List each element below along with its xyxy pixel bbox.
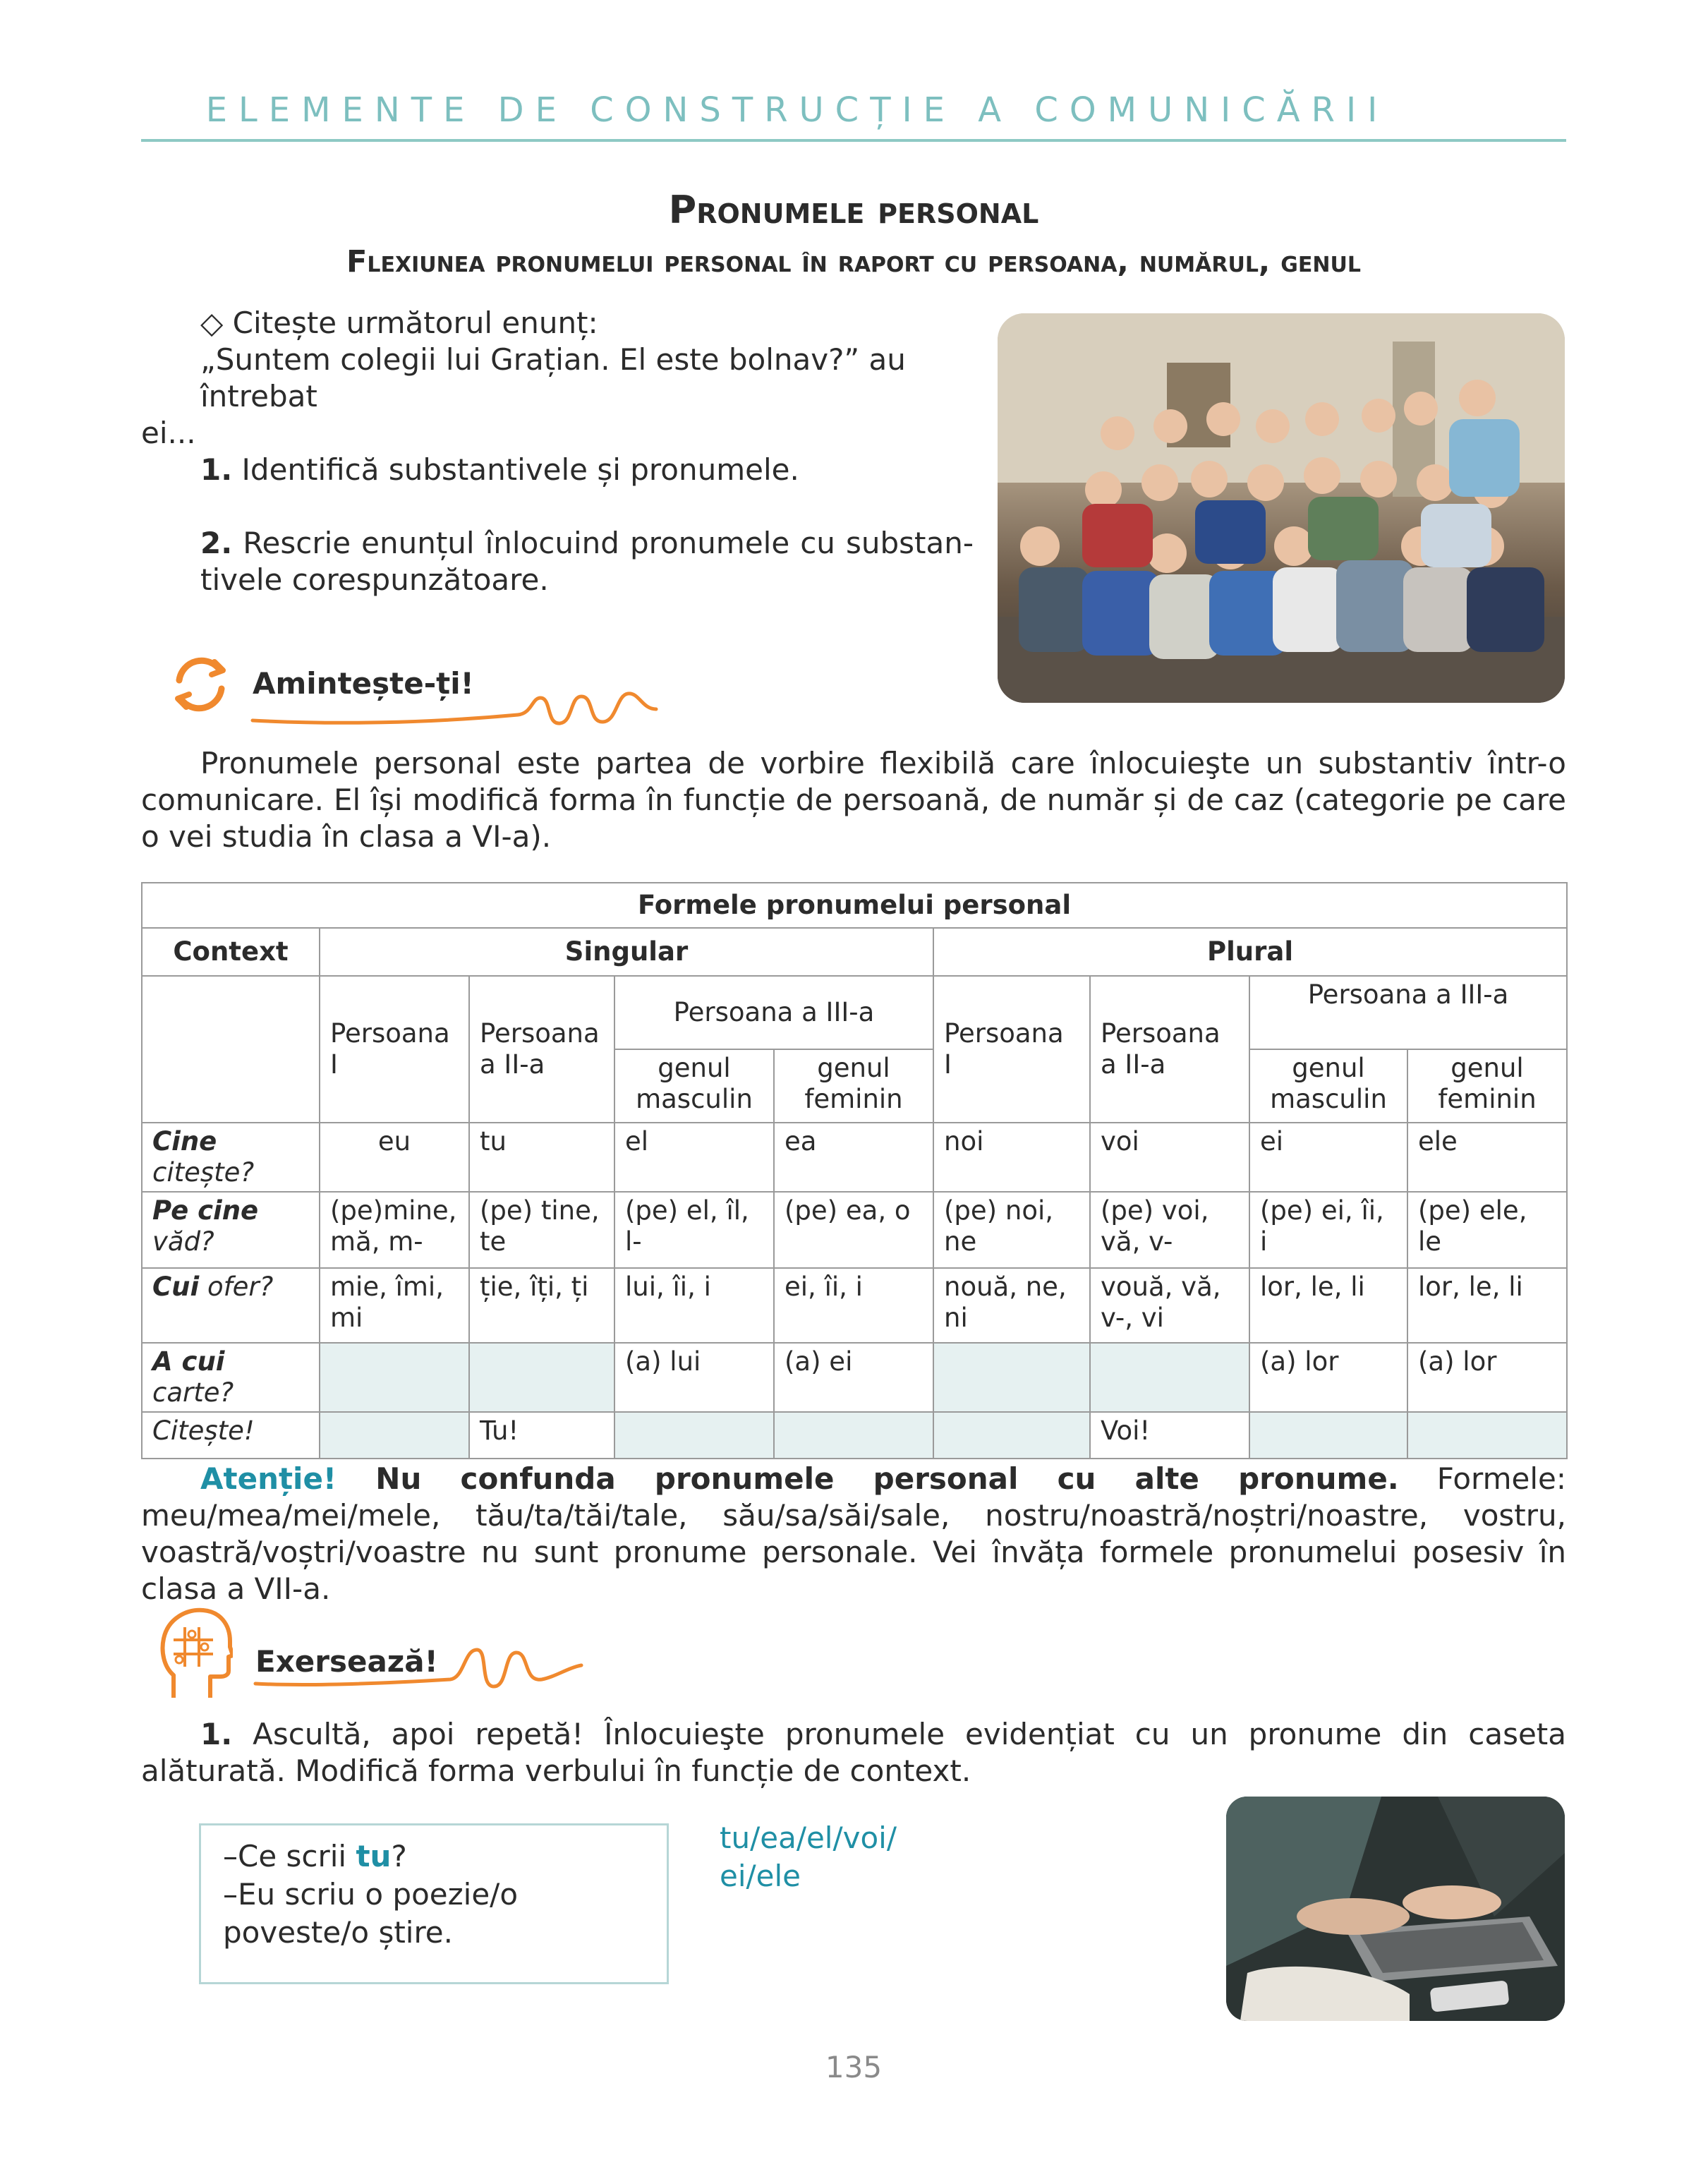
row-question-bold: Pe cine (152, 1195, 259, 1226)
table-cell: Tu! (469, 1412, 614, 1459)
table-cell: el (614, 1123, 774, 1192)
task1-number: 1. (200, 452, 233, 487)
table-cell: (pe) ei, îi, i (1249, 1192, 1407, 1268)
table-cell: (a) lor (1407, 1343, 1567, 1412)
exercise1-body: Ascultă, apoi repetă! Înlocuieşte pronumele evidențiat cu un pronume din caseta alăturată. Modifică forma verbului în funcție de context. (141, 1717, 1566, 1788)
table-cell: ei, îi, i (774, 1268, 933, 1343)
attention-label: Atenție! (200, 1461, 337, 1496)
exercise-underline (253, 1640, 584, 1694)
row-question (142, 1123, 320, 1192)
table-cell: (pe) ele, le (1407, 1192, 1567, 1268)
task1-text: Identifică substantivele și pronumele. (232, 452, 799, 487)
table-cell: (pe) ea, o (774, 1192, 933, 1268)
laptop-photo (1226, 1797, 1565, 2021)
header-context: Context (142, 928, 320, 976)
remember-underline (250, 688, 659, 730)
header-pl-fem: genul feminin (1407, 1049, 1567, 1123)
table-cell (1249, 1412, 1407, 1459)
header-sg-fem: genul feminin (774, 1049, 933, 1123)
remember-text: Pronumele personal este partea de vorbire flexibilă care înlocuieşte un substantiv într-o comunicare. El își modifică forma în funcție de persoană, de număr și de caz (categorie pe care o vei studia în clasa a VI-a). (141, 746, 1566, 854)
table-cell (933, 1412, 1090, 1459)
table-cell: lor, le, li (1407, 1268, 1567, 1343)
intro-task2 (141, 525, 974, 598)
table-row (142, 1268, 1567, 1343)
table-row (142, 1343, 1567, 1412)
dialog-text (223, 1837, 653, 1952)
header-sg-pers2: Persoana a II-a (469, 976, 614, 1123)
header-singular: Singular (320, 928, 933, 976)
header-rule (141, 139, 1566, 142)
exercise-label: Exersează! (255, 1644, 438, 1679)
row-question-rest: carte? (152, 1377, 234, 1408)
highlighted-pronoun: tu (356, 1839, 392, 1873)
table-cell: (a) lor (1249, 1343, 1407, 1412)
page-subtitle: Flexiunea pronumelui personal în raport cu persoana, numărul, genul (346, 244, 1361, 279)
page-title: Pronumele personal (668, 188, 1039, 232)
table-cell: (pe) el, îl, l- (614, 1192, 774, 1268)
dialog-line2: –Eu scriu o poezie/o (223, 1877, 519, 1912)
dialog-line3: poveste/o știre. (223, 1915, 453, 1950)
table-cell: voi (1090, 1123, 1249, 1192)
table-cell: ție, îți, ți (469, 1268, 614, 1343)
header-sg-masc: genul masculin (614, 1049, 774, 1123)
attention-text (141, 1461, 1566, 1607)
table-cell: nouă, ne, ni (933, 1268, 1090, 1343)
header-pl-masc: genul masculin (1249, 1049, 1407, 1123)
puzzle-head-icon (158, 1606, 233, 1702)
task2-number: 2. (200, 526, 233, 560)
table-cell: (pe) tine, te (469, 1192, 614, 1268)
refresh-arrows-icon (165, 649, 236, 720)
table-cell: mie, îmi, mi (320, 1268, 469, 1343)
table-cell: vouă, vă, v-, vi (1090, 1268, 1249, 1343)
class-photo (998, 313, 1565, 703)
row-question (142, 1412, 320, 1459)
table-cell: eu (320, 1123, 469, 1192)
remember-text-block (141, 745, 1566, 855)
header-sg-pers1: Persoana I (320, 976, 469, 1123)
table-cell: (pe) noi, ne (933, 1192, 1090, 1268)
task2-text: Rescrie enunțul înlocuind pronumele cu substantivele corespunzătoare. (200, 526, 974, 597)
exercise1-number: 1. (200, 1717, 233, 1751)
dialog-line1 (223, 1837, 653, 1876)
table-cell: (pe)mine, mă, m- (320, 1192, 469, 1268)
row-question (142, 1343, 320, 1412)
table-cell (469, 1343, 614, 1412)
spacer (141, 488, 974, 525)
row-question-rest: citește? (152, 1157, 255, 1188)
row-question-rest: Citește! (152, 1416, 255, 1446)
header-empty (142, 976, 320, 1123)
row-question (142, 1268, 320, 1343)
laptop-photo-illustration (1226, 1797, 1565, 2021)
table-cell: noi (933, 1123, 1090, 1192)
table-cell: lui, îi, i (614, 1268, 774, 1343)
table-row (142, 1412, 1567, 1459)
table-cell: ele (1407, 1123, 1567, 1192)
header-pl-pers1: Persoana I (933, 976, 1090, 1123)
intro-quote-line2: ei... (141, 416, 196, 450)
table-cell: (a) ei (774, 1343, 933, 1412)
intro-instruction: ◇ Citește următorul enunț: (200, 306, 598, 340)
table-cell (933, 1343, 1090, 1412)
row-question-rest: văd? (152, 1226, 214, 1257)
row-question-bold: Cui (152, 1272, 200, 1302)
exercise1-text (141, 1716, 1566, 1789)
table-cell: lor, le, li (1249, 1268, 1407, 1343)
page-number: 135 (825, 2050, 883, 2084)
options-line1: tu/ea/el/voi/ (720, 1821, 897, 1855)
table-cell: tu (469, 1123, 614, 1192)
attention-body: Formele: meu/mea/mei/mele, tău/ta/tăi/tale, său/sa/săi/sale, nostru/noastră/noștri/noastre, vostru, voastră/voștri/voastre nu sunt pronume personale. Vei învăța formele pronumelui posesiv în clasa a VII-a. (141, 1461, 1566, 1606)
table-row (142, 1192, 1567, 1268)
class-photo-illustration (998, 313, 1565, 703)
table-cell (1407, 1412, 1567, 1459)
running-head: ELEMENTE DE CONSTRUCȚIE A COMUNICĂRII (205, 90, 1389, 130)
pronoun-forms-table (141, 882, 1568, 1459)
intro-task1 (141, 452, 974, 488)
table-cell (320, 1343, 469, 1412)
table-cell (774, 1412, 933, 1459)
table-row (142, 1123, 1567, 1192)
table-cell: ei (1249, 1123, 1407, 1192)
header-plural: Plural (933, 928, 1567, 976)
attention-block (141, 1461, 1566, 1607)
row-question (142, 1192, 320, 1268)
row-question-bold: A cui (152, 1346, 225, 1377)
table-cell: ea (774, 1123, 933, 1192)
table-cell: Voi! (1090, 1412, 1249, 1459)
table-cell (614, 1412, 774, 1459)
header-pl-pers3: Persoana a III-a (1249, 976, 1567, 1049)
table-cell (320, 1412, 469, 1459)
header-sg-pers3: Persoana a III-a (614, 976, 933, 1049)
dialog-line1-pre: –Ce scrii (223, 1839, 356, 1873)
row-question-rest: ofer? (199, 1272, 274, 1302)
row-question-bold: Cine (152, 1126, 217, 1157)
options-line2: ei/ele (720, 1859, 801, 1893)
exercise1-block (141, 1716, 1566, 1789)
table-cell: (pe) voi, vă, v- (1090, 1192, 1249, 1268)
header-pl-pers2: Persoana a II-a (1090, 976, 1249, 1123)
pronoun-options (720, 1819, 945, 1895)
attention-bold: Nu confunda pronumele personal cu alte pronume. (337, 1461, 1399, 1496)
table-cell (1090, 1343, 1249, 1412)
table-cell: (a) lui (614, 1343, 774, 1412)
table-caption: Formele pronumelui personal (142, 883, 1567, 928)
intro-quote-line1: „Suntem colegii lui Grațian. El este bolnav?” au întrebat (200, 342, 906, 414)
remember-label: Amintește-ți! (253, 666, 474, 701)
intro-block (141, 305, 974, 598)
dialog-line1-post: ? (391, 1839, 407, 1873)
